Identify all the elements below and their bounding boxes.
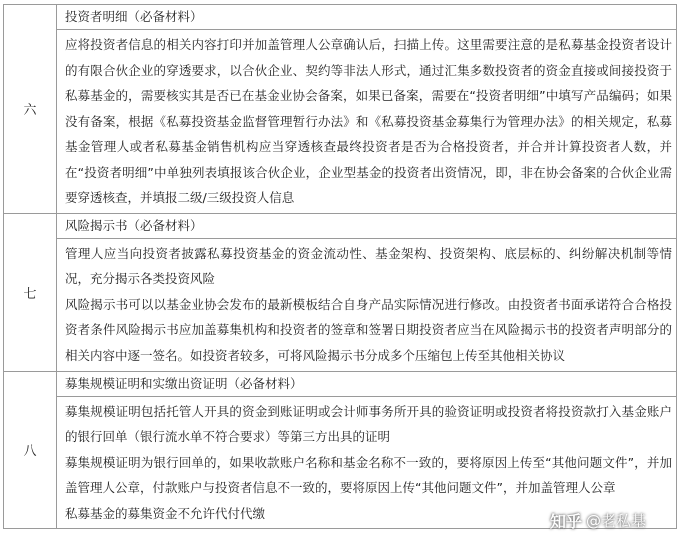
body-paragraph: 募集规模证明包括托管人开具的资金到账证明或会计师事务所开具的验资证明或投资者将投资款打入基金账户的银行回单（银行流水单不符合要求）等第三方出具的证明 — [65, 403, 672, 444]
body-paragraph: 私募基金的募集资金不允许代付代缴 — [65, 505, 266, 521]
row-title: 风险揭示书（必备材料） — [57, 213, 677, 238]
row-title: 投资者明细（必备材料） — [57, 5, 677, 30]
row-body — [57, 238, 677, 371]
materials-table — [3, 4, 677, 529]
row-number: 七 — [4, 213, 57, 371]
row-title: 募集规模证明和实缴出资证明（必备材料） — [57, 371, 677, 396]
table-row-body — [4, 238, 677, 371]
row-number: 六 — [4, 5, 57, 214]
body-paragraph: 管理人应当向投资者披露私募投资基金的资金流动性、基金架构、投资架构、底层标的、纠纷解决机制等情况，充分揭示各类投资风险 — [65, 245, 672, 286]
watermark-site: 知乎 — [549, 512, 582, 531]
table-row-body — [4, 30, 677, 214]
row-number: 八 — [4, 371, 57, 529]
table-row — [4, 371, 677, 396]
watermark — [550, 509, 646, 532]
watermark-author: @老私基 — [585, 512, 646, 530]
table-row — [4, 5, 677, 30]
body-paragraph: 应将投资者信息的相关内容打印并加盖管理人公章确认后，扫描上传。这里需要注意的是私募基金投资者设计的有限合伙企业的穿透要求，以合伙企业、契约等非法人形式，通过汇集多数投资者的资金直接或间接投资于私募基金的，需要核实其是否已在基金业协会备案，如果已备案，需要在“投资者明细”中填写产品编码；如果没有备案，根据《私募投资基金监督管理暂行办法》和《私募投资基金募集行为管理办法》的相关规定，私募基金管理人或者私募基金销售机构应当穿透核查最终投资者是否为合格投资者，并合并计算投资者人数，并在“投资者明细”中单独列表填报该合伙企业，企业型基金的投资者出资情况，即，非在协会备案的合伙企业需要穿透核查，并填报二级/三级投资人信息 — [65, 37, 672, 205]
row-body — [57, 30, 677, 214]
body-paragraph: 募集规模证明为银行回单的，如果收款账户名称和基金名称不一致的，要将原因上传至“其他问题文件”，并加盖管理人公章，付款账户与投资者信息不一致的，要将原因上传“其他问题文件”，并加盖管理人公章 — [65, 454, 672, 495]
table-row — [4, 213, 677, 238]
body-paragraph: 风险揭示书可以以基金业协会发布的最新模板结合自身产品实际情况进行修改。由投资者书面承诺符合合格投资者条件风险揭示书应加盖募集机构和投资者的签章和签署日期投资者应当在风险揭示书的投资者声明部分的相关内容中逐一签名。如投资者较多，可将风险揭示书分成多个压缩包上传至其他相关协议 — [65, 296, 672, 363]
